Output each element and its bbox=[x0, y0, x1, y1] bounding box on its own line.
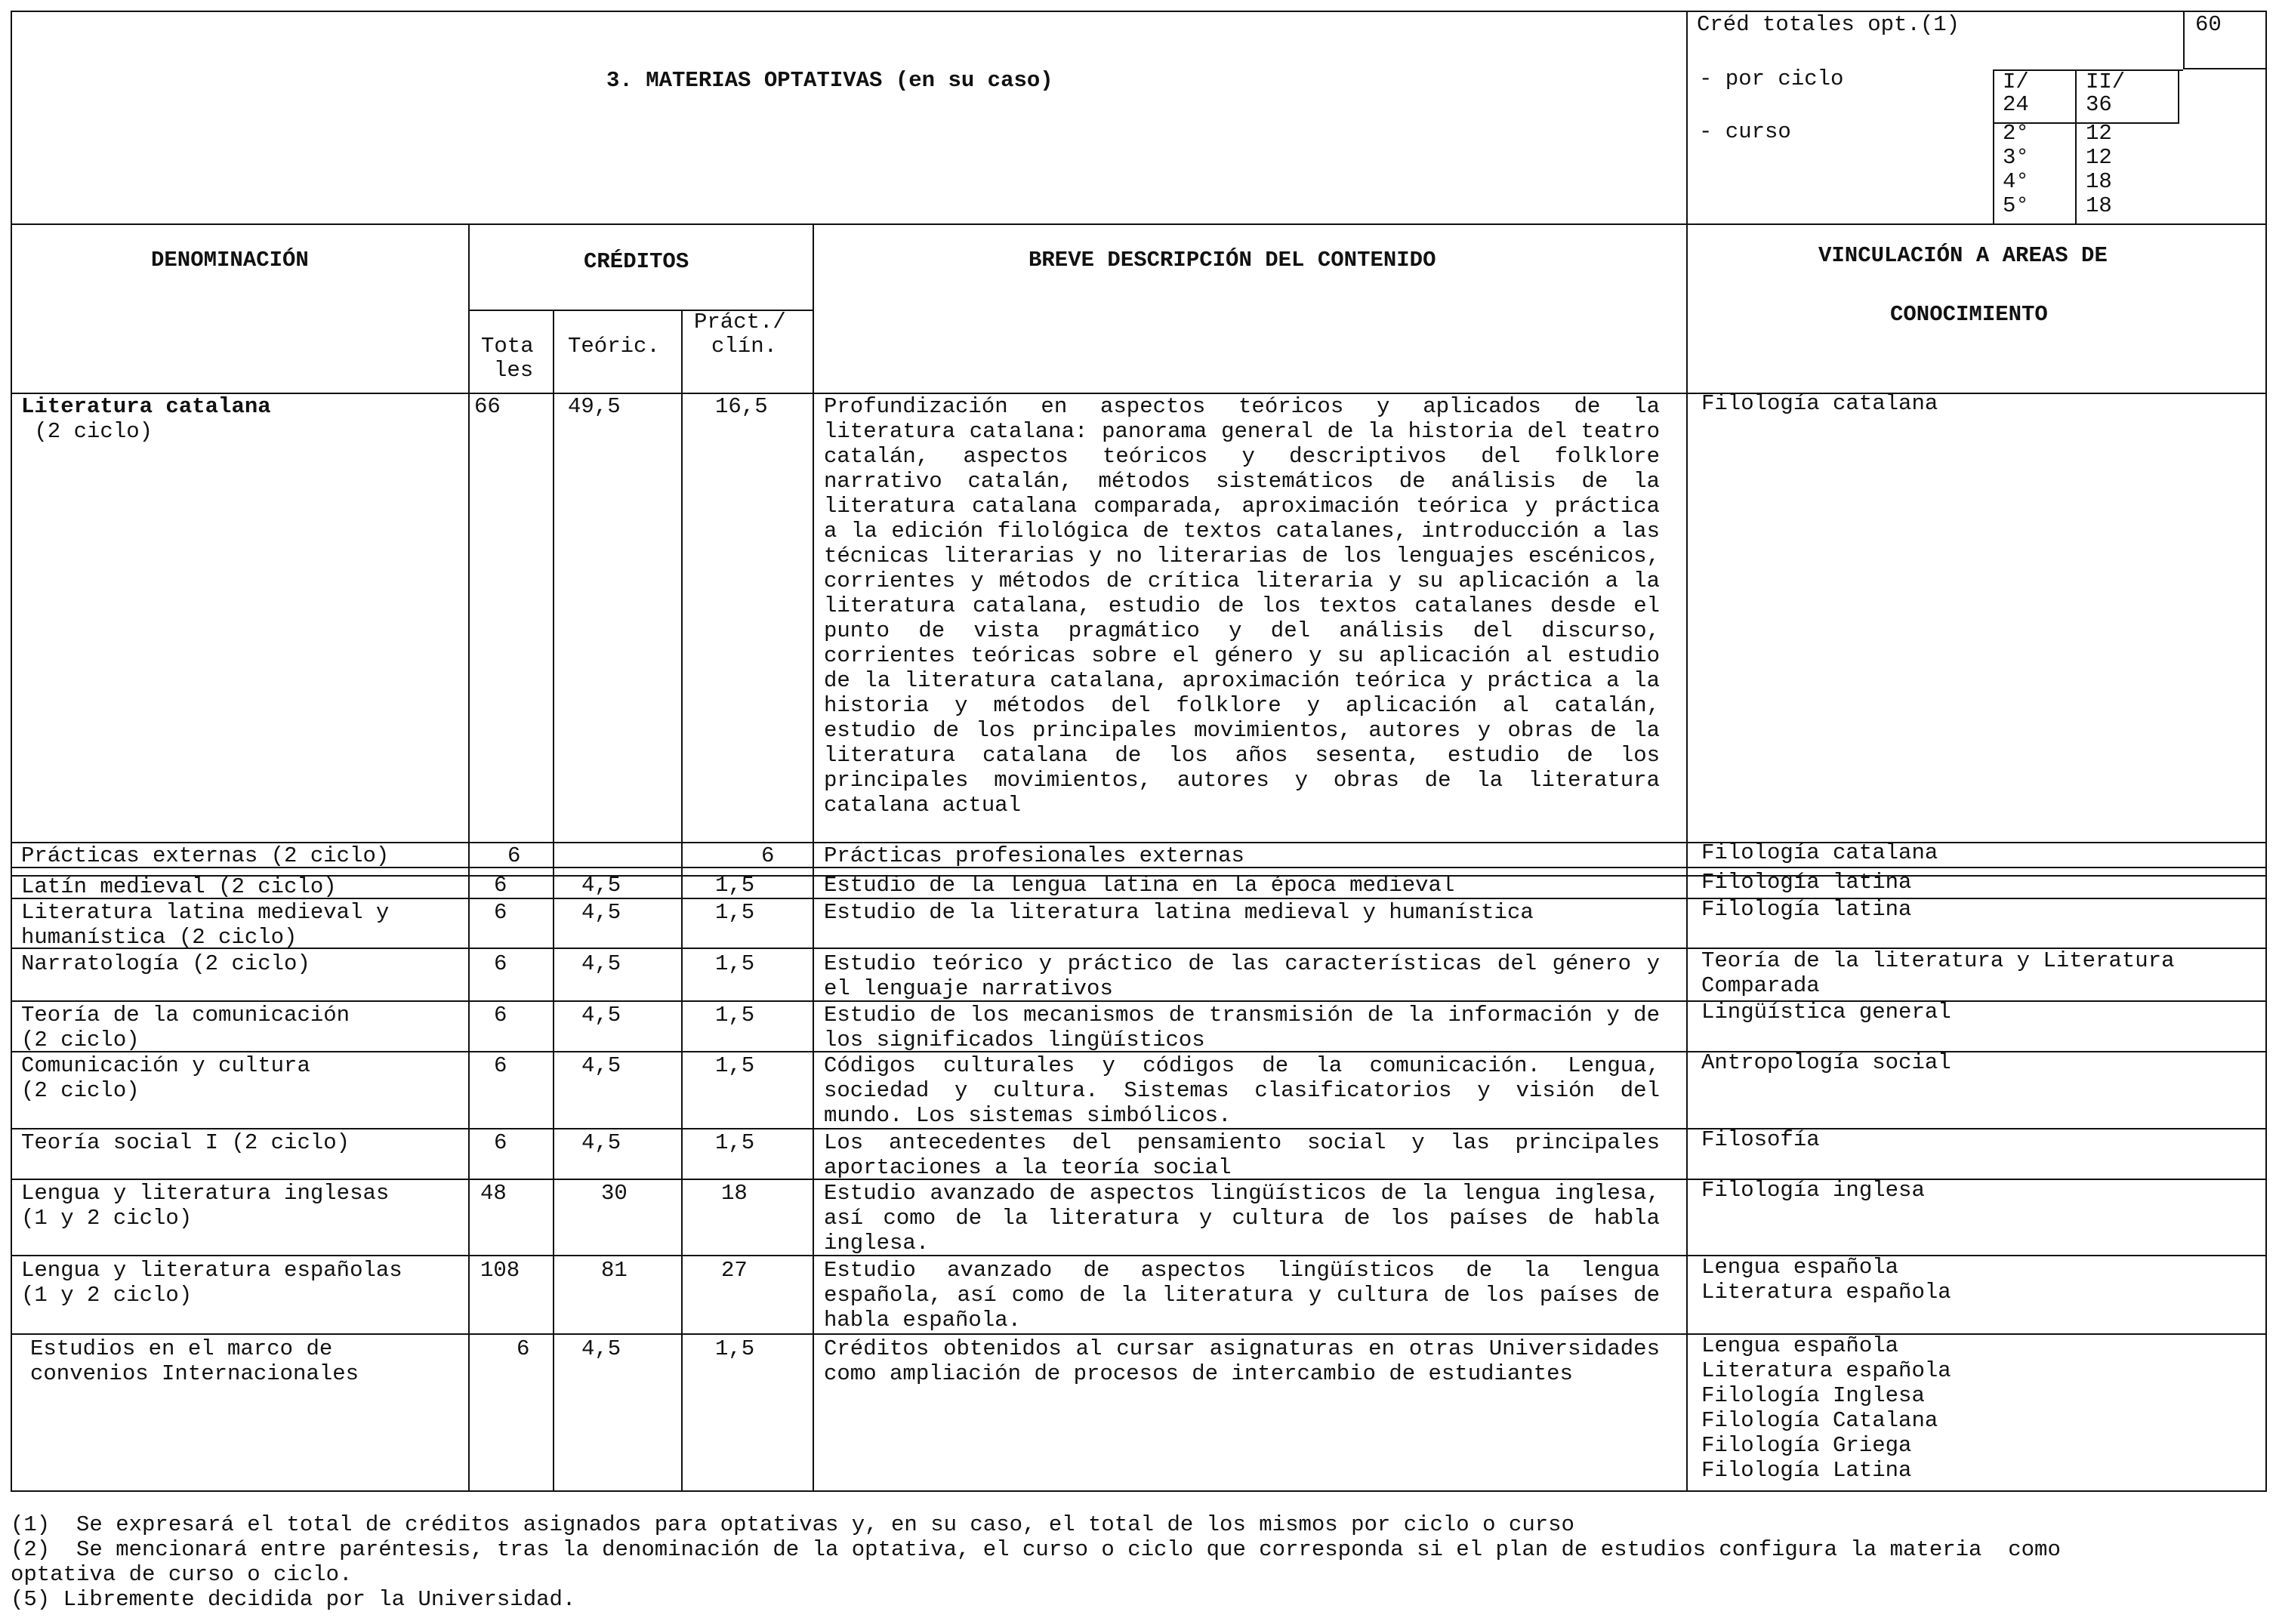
row-name: Prácticas externas (2 ciclo) bbox=[21, 843, 390, 868]
row-teoricos: 49,5 bbox=[568, 394, 621, 419]
curso-3-value: 12 bbox=[2086, 145, 2112, 170]
curso-5-value: 18 bbox=[2086, 193, 2112, 218]
row-description: Estudio teórico y práctico de las características del género y el lenguaje narrativos bbox=[824, 951, 1660, 1001]
cred-totales-value: 60 bbox=[2195, 12, 2222, 37]
area-item: Filología latina bbox=[1701, 897, 1912, 922]
row-teoricos: 81 bbox=[601, 1258, 628, 1283]
area-item: Lengua española bbox=[1701, 1255, 1899, 1280]
row-areas bbox=[1701, 1255, 1951, 1305]
row-areas bbox=[1701, 1127, 1820, 1152]
row-teoricos: 4,5 bbox=[581, 900, 621, 925]
row-teoricos: 4,5 bbox=[581, 1130, 621, 1155]
area-item: Literatura española bbox=[1701, 1280, 1951, 1305]
row-description: Estudio de la lengua latina en la época medieval bbox=[824, 873, 1455, 898]
row-name-2: (1 y 2 ciclo) bbox=[21, 1283, 193, 1308]
area-item: Filología latina bbox=[1701, 870, 1912, 895]
curso-2-value: 12 bbox=[2086, 121, 2112, 146]
rule bbox=[2178, 69, 2179, 124]
row-areas bbox=[1701, 1178, 1925, 1203]
row-total: 6 bbox=[494, 873, 507, 898]
row-areas bbox=[1701, 948, 2175, 998]
curso-5: 5° bbox=[2003, 193, 2029, 218]
row-total: 6 bbox=[517, 1336, 530, 1361]
col-vinculacion-2: CONOCIMIENTO bbox=[1890, 302, 2048, 327]
row-practicos: 18 bbox=[721, 1181, 748, 1206]
ciclo-i-label: I/ bbox=[2003, 69, 2029, 94]
rule bbox=[553, 310, 554, 1492]
row-practicos: 1,5 bbox=[715, 1336, 755, 1361]
col-creditos: CRÉDITOS bbox=[584, 249, 689, 274]
row-teoricos: 4,5 bbox=[581, 1053, 621, 1078]
row-practicos: 16,5 bbox=[715, 394, 768, 419]
row-name: Teoría social I (2 ciclo) bbox=[21, 1130, 350, 1155]
ciclo-ii-label: II/ bbox=[2086, 69, 2126, 94]
row-description: Estudio de la literatura latina medieval y humanística bbox=[824, 900, 1534, 925]
row-practicos: 1,5 bbox=[715, 900, 755, 925]
footnote-2: (2) Se mencionará entre paréntesis, tras la denominación de la optativa, el curso o ciclo que corresponda si el plan de estudios configura la materia como bbox=[11, 1537, 2061, 1562]
row-areas bbox=[1701, 1050, 1951, 1075]
row-total: 6 bbox=[507, 843, 521, 868]
col-denominacion: DENOMINACIÓN bbox=[151, 248, 309, 273]
area-item: Literatura española bbox=[1701, 1358, 1951, 1383]
curso-3: 3° bbox=[2003, 145, 2029, 170]
row-name: Teoría de la comunicación bbox=[21, 1003, 350, 1028]
row-practicos: 1,5 bbox=[715, 951, 755, 976]
col-vinculacion-1: VINCULACIÓN A AREAS DE bbox=[1818, 243, 2108, 268]
rule bbox=[2265, 11, 2267, 223]
por-ciclo-label: - por ciclo bbox=[1699, 66, 1844, 91]
rule bbox=[11, 1128, 2267, 1129]
rule bbox=[2265, 223, 2267, 1492]
row-name-2: convenios Internacionales bbox=[30, 1361, 359, 1386]
row-name-2: (1 y 2 ciclo) bbox=[21, 1206, 193, 1231]
rule bbox=[11, 223, 12, 1492]
area-item: Filología Inglesa bbox=[1701, 1383, 1925, 1408]
row-teoricos: 4,5 bbox=[581, 873, 621, 898]
row-description: Profundización en aspectos teóricos y aplicados de la literatura catalana: panorama general de la historia del teatro catalán, aspectos teóricos y descriptivos del folklore narrativo catalán, métodos sistemáticos de análisis de la literatura catalana comparada, aproximación teórica y práctica a la edición filológica de textos catalanes, introducción a las técnicas literarias y no literarias de los lenguajes escénicos, corrientes y métodos de crítica literaria y su aplicación a la literatura catalana, estudio de los textos catalanes desde el punto de vista pragmático y del análisis del discurso, corrientes teóricas sobre el género y su aplicación al estudio de la literatura catalana, aproximación teórica y práctica a la historia y métodos del folklore y aplicación al catalán, estudio de los principales movimientos, autores y obras de la literatura catalana de los años sesenta, estudio de los principales movimientos, autores y obras de la literatura catalana actual bbox=[824, 394, 1660, 818]
row-teoricos: 4,5 bbox=[581, 1003, 621, 1028]
rule bbox=[2183, 11, 2185, 69]
area-item: Filología catalana bbox=[1701, 840, 1938, 865]
row-description: Los antecedentes del pensamiento social y las principales aportaciones a la teoría social bbox=[824, 1130, 1660, 1180]
row-teoricos: 4,5 bbox=[581, 1336, 621, 1361]
rule bbox=[681, 310, 683, 1492]
row-name: Literatura latina medieval y bbox=[21, 900, 390, 925]
curso-2: 2° bbox=[2003, 121, 2029, 146]
area-item: Lingüística general bbox=[1701, 1000, 1951, 1025]
area-item: Lengua española bbox=[1701, 1333, 1899, 1358]
row-areas bbox=[1701, 1000, 1951, 1025]
row-total: 6 bbox=[494, 900, 507, 925]
col-descripcion: BREVE DESCRIPCIÓN DEL CONTENIDO bbox=[1028, 248, 1436, 273]
rule bbox=[11, 898, 2267, 899]
col-practicos-2: clín. bbox=[711, 334, 778, 359]
rule bbox=[11, 223, 2267, 225]
row-description: Prácticas profesionales externas bbox=[824, 843, 1244, 868]
row-name-2: (2 ciclo) bbox=[21, 419, 153, 444]
row-total: 6 bbox=[494, 1053, 507, 1078]
row-name: Estudios en el marco de bbox=[30, 1336, 333, 1361]
ciclo-ii-value: 36 bbox=[2086, 92, 2112, 117]
row-description: Estudio avanzado de aspectos lingüísticos de la lengua inglesa, así como de la literatura y cultura de los países de habla inglesa. bbox=[824, 1181, 1660, 1256]
row-total: 6 bbox=[494, 951, 507, 976]
row-description: Estudio de los mecanismos de transmisión de la información y de los significados lingüísticos bbox=[824, 1003, 1660, 1052]
footnote-2-cont: optativa de curso o ciclo. bbox=[11, 1562, 353, 1587]
row-total: 6 bbox=[494, 1003, 507, 1028]
row-areas bbox=[1701, 870, 1911, 895]
section-title: 3. MATERIAS OPTATIVAS (en su caso) bbox=[606, 68, 1053, 93]
area-item: Filología inglesa bbox=[1701, 1178, 1925, 1203]
row-practicos: 6 bbox=[761, 843, 775, 868]
row-name: Literatura catalana bbox=[21, 394, 271, 419]
row-total: 48 bbox=[480, 1181, 507, 1206]
col-teoricos: Teóric. bbox=[568, 334, 660, 359]
area-item: Comparada bbox=[1701, 973, 1820, 998]
row-practicos: 1,5 bbox=[715, 1130, 755, 1155]
row-total: 66 bbox=[474, 394, 501, 419]
rule bbox=[1686, 223, 1688, 1492]
footnote-5: (5) Libremente decidida por la Universidad. bbox=[11, 1587, 576, 1612]
row-name-2: (2 ciclo) bbox=[21, 1028, 140, 1052]
row-teoricos: 4,5 bbox=[581, 951, 621, 976]
row-areas bbox=[1701, 391, 1938, 416]
row-total: 108 bbox=[480, 1258, 520, 1283]
row-name-2: humanística (2 ciclo) bbox=[21, 925, 298, 950]
area-item: Filología Griega bbox=[1701, 1433, 1912, 1458]
area-item: Teoría de la literatura y Literatura bbox=[1701, 948, 2175, 973]
rule bbox=[11, 11, 12, 223]
rule bbox=[1993, 69, 1994, 225]
row-name: Lengua y literatura inglesas bbox=[21, 1181, 390, 1206]
row-description: Códigos culturales y códigos de la comunicación. Lengua, sociedad y cultura. Sistemas clasificatorios y visión del mundo. Los sistemas simbólicos. bbox=[824, 1053, 1660, 1128]
curso-4: 4° bbox=[2003, 169, 2029, 194]
rule bbox=[813, 223, 814, 1492]
row-teoricos: 30 bbox=[601, 1181, 628, 1206]
area-item: Antropología social bbox=[1701, 1050, 1951, 1075]
row-practicos: 1,5 bbox=[715, 1003, 755, 1028]
area-item: Filología Catalana bbox=[1701, 1408, 1938, 1433]
area-item: Filología catalana bbox=[1701, 391, 1938, 416]
row-description: Estudio avanzado de aspectos lingüísticos de la lengua española, así como de la literatura y cultura de los países de habla española. bbox=[824, 1258, 1660, 1333]
rule bbox=[468, 223, 470, 1492]
curso-4-value: 18 bbox=[2086, 169, 2112, 194]
area-item: Filosofía bbox=[1701, 1127, 1820, 1152]
curso-label: - curso bbox=[1699, 119, 1791, 144]
rule bbox=[2075, 69, 2077, 225]
rule bbox=[11, 1490, 2267, 1492]
row-description: Créditos obtenidos al cursar asignaturas en otras Universidades como ampliación de procesos de intercambio de estudiantes bbox=[824, 1336, 1660, 1386]
row-practicos: 27 bbox=[721, 1258, 748, 1283]
area-item: Filología Latina bbox=[1701, 1458, 1912, 1483]
ciclo-i-value: 24 bbox=[2003, 92, 2029, 117]
row-name-2: (2 ciclo) bbox=[21, 1078, 140, 1103]
footnote-1: (1) Se expresará el total de créditos asignados para optativas y, en su caso, el total de los mismos por ciclo o curso bbox=[11, 1512, 1574, 1537]
row-total: 6 bbox=[494, 1130, 507, 1155]
row-name: Narratología (2 ciclo) bbox=[21, 951, 310, 976]
row-name: Latín medieval (2 ciclo) bbox=[21, 874, 337, 899]
row-name: Comunicación y cultura bbox=[21, 1053, 310, 1078]
col-totales-2: les bbox=[494, 358, 534, 383]
row-areas bbox=[1701, 897, 1911, 922]
rule bbox=[2183, 68, 2267, 69]
cred-totales-label: Créd totales opt.(1) bbox=[1697, 12, 1960, 37]
col-practicos-1: Práct./ bbox=[694, 310, 786, 334]
col-totales-1: Tota bbox=[481, 334, 534, 359]
row-practicos: 1,5 bbox=[715, 873, 755, 898]
rule bbox=[1686, 11, 1688, 223]
row-areas bbox=[1701, 1333, 1951, 1483]
row-areas bbox=[1701, 840, 1938, 865]
row-name: Lengua y literatura españolas bbox=[21, 1258, 402, 1283]
row-practicos: 1,5 bbox=[715, 1053, 755, 1078]
